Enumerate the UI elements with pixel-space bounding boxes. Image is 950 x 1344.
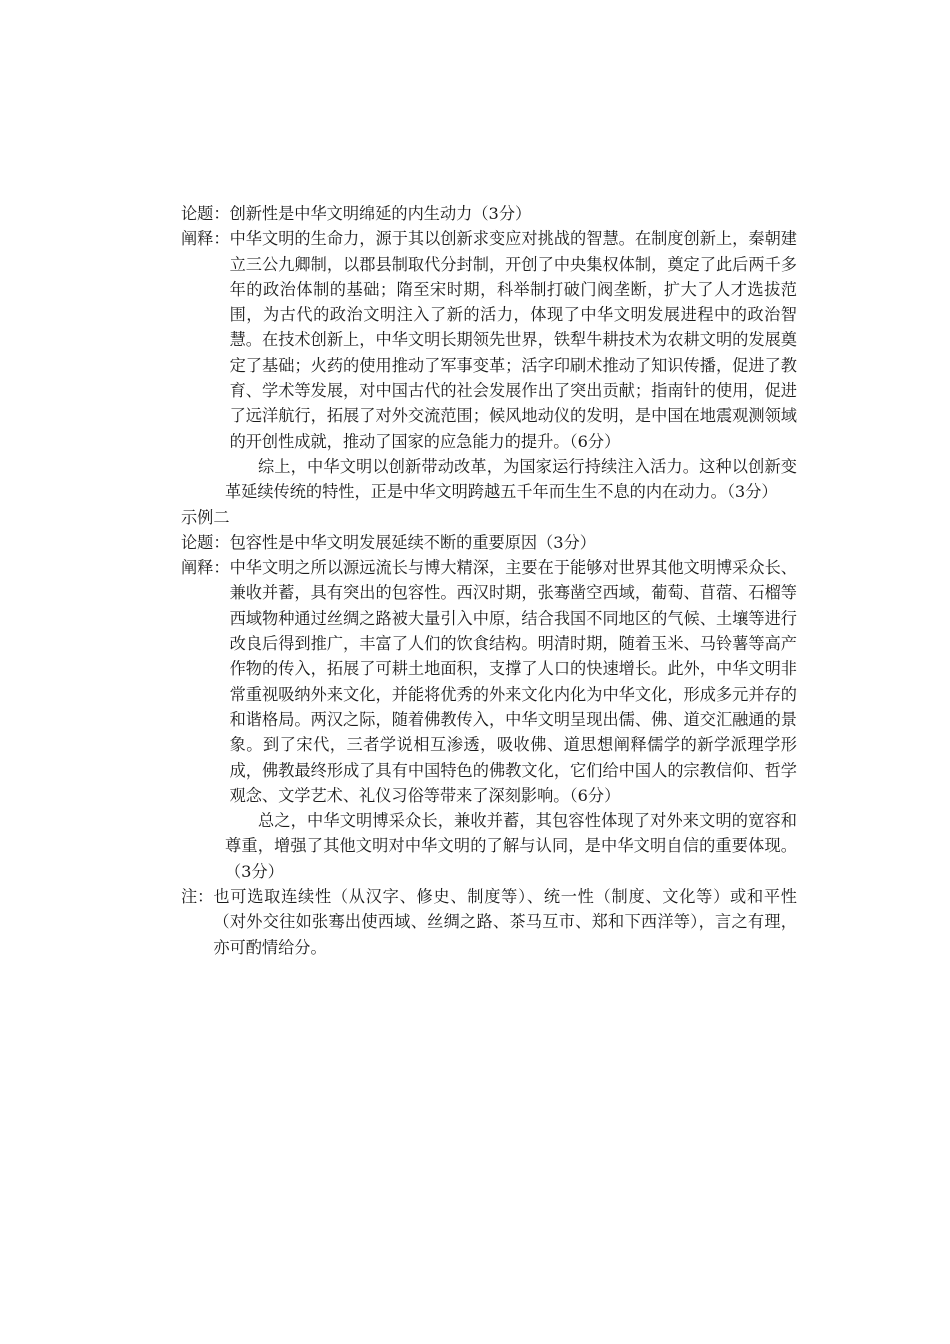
explanation-1 xyxy=(181,226,797,454)
explanation-2 xyxy=(181,555,797,808)
explanation-2-label: 阐释： xyxy=(181,558,230,578)
thesis-1 xyxy=(181,201,797,226)
explanation-1-text: 中华文明的生命力，源于其以创新求变应对挑战的智慧。在制度创新上，秦朝建立三公九卿制，以郡县制取代分封制，开创了中央集权体制，奠定了此后两千多年的政治体制的基础；隋至宋时期，科举制打破门阀垄断，扩大了人才选拔范围，为古代的政治文明注入了新的活力，体现了中华文明发展进程中的政治智慧。在技术创新上，中华文明长期领先世界，铁犁牛耕技术为农耕文明的发展奠定了基础；火药的使用推动了军事变革；活字印刷术推动了知识传播，促进了教育、学术等发展，对中国古代的社会发展作出了突出贡献；指南针的使用，促进了远洋航行，拓展了对外交流范围；候风地动仪的发明，是中国在地震观测领域的开创性成就，推动了国家的应急能力的提升。（6分） xyxy=(229,229,797,451)
thesis-1-label: 论题： xyxy=(181,204,230,223)
thesis-1-text: 创新性是中华文明绵延的内生动力（3分） xyxy=(229,204,532,223)
conclusion-2: 总之，中华文明博采众长，兼收并蓄，其包容性体现了对外来文明的宽容和尊重，增强了其他文明对中华文明的了解与认同，是中华文明自信的重要体现。（3分） xyxy=(225,811,797,881)
note-label: 注： xyxy=(181,887,214,907)
thesis-2 xyxy=(181,530,797,555)
explanation-2-text: 中华文明之所以源远流长与博大精深，主要在于能够对世界其他文明博采众长、兼收并蓄，具有突出的包容性。西汉时期，张骞凿空西域，葡萄、苜蓿、石榴等西域物种通过丝绸之路被大量引入中原，结合我国不同地区的气候、土壤等进行改良后得到推广，丰富了人们的饮食结构。明清时期，随着玉米、马铃薯等高产作物的传入，拓展了可耕土地面积，支撑了人口的快速增长。此外，中华文明非常重视吸纳外来文化，并能将优秀的外来文化内化为中华文化，形成多元并存的和谐格局。两汉之际，随着佛教传入，中华文明呈现出儒、佛、道交汇融通的景象。到了宋代，三者学说相互渗透，吸收佛、道思想阐释儒学的新学派理学形成，佛教最终形成了具有中国特色的佛教文化，它们给中国人的宗教信仰、哲学观念、文学艺术、礼仪习俗等带来了深刻影响。（6分） xyxy=(229,558,797,805)
conclusion-1: 综上，中华文明以创新带动改革，为国家运行持续注入活力。这种以创新变革延续传统的特性，正是中华文明跨越五千年而生生不息的内在动力。（3分） xyxy=(225,456,797,502)
note-text: 也可选取连续性（从汉字、修史、制度等）、统一性（制度、文化等）或和平性（对外交往如张骞出使西域、丝绸之路、茶马互市、郑和下西洋等），言之有理，亦可酌情给分。 xyxy=(213,887,797,957)
example-2-heading: 示例二 xyxy=(181,507,230,527)
thesis-2-text: 包容性是中华文明发展延续不断的重要原因（3分） xyxy=(229,532,596,552)
note xyxy=(181,884,797,960)
explanation-1-label: 阐释： xyxy=(181,229,230,249)
document-page xyxy=(181,201,797,960)
thesis-2-label: 论题： xyxy=(181,532,230,552)
